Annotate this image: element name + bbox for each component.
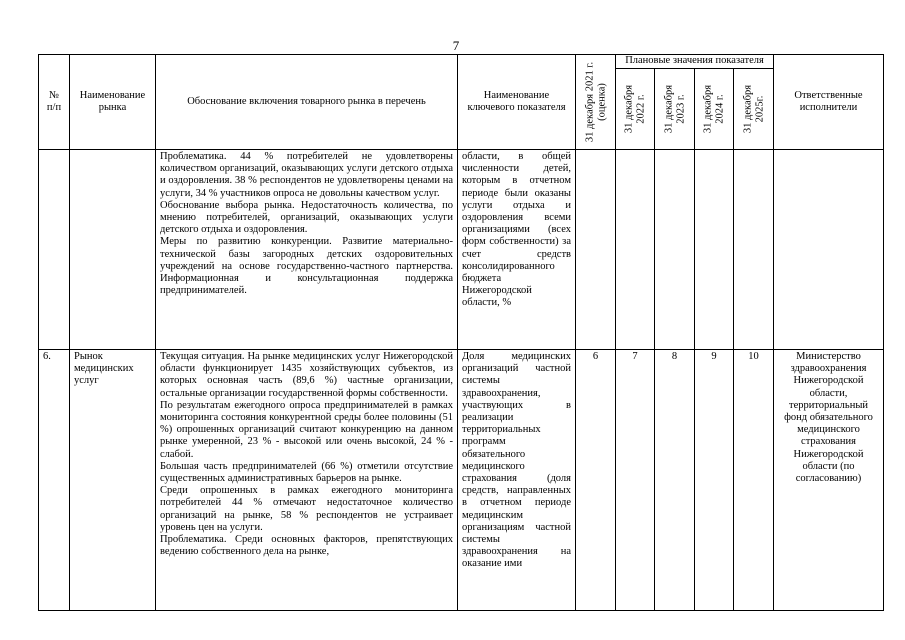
header-rationale: Обоснование включения товарного рынка в перечень: [156, 55, 458, 150]
row-num: 6.: [39, 350, 70, 611]
row-value-2021: 6: [576, 350, 616, 611]
row-market: [70, 150, 156, 350]
row-responsible: Министерство здравоохранения Нижегородской области, территориальный фонд обязательного медицинского страхования Нижегородской области (по согласованию): [774, 350, 884, 611]
header-dec-2024-text: 31 декабря 2024 г.: [702, 84, 725, 134]
header-num: № п/п: [39, 55, 70, 150]
header-dec-2021-text: 31 декабря 2021 г. (оценка): [584, 61, 607, 143]
row-indicator: области, в общей численности детей, которым в отчетном периоде были оказаны услуги отдыха и оздоровления всеми организациями (всех форм собственности) за счет средств консолидированного бюджета Нижегородской области, %: [458, 150, 576, 350]
header-dec-2023: [655, 69, 695, 150]
row-value-2025: [734, 150, 774, 350]
header-dec-2022-text: 31 декабря 2022 г.: [623, 84, 646, 134]
rationale-paragraph: По результатам ежегодного опроса предпринимателей в рамках мониторинга состояния конкурентной среды более половины (51 %) опрошенных организаций считают конкуренцию на данном рынке умеренной, 23 % - высокой или очень высокой, 24 % - слабой.: [160, 399, 453, 460]
header-dec-2022: [616, 69, 655, 150]
row-responsible: [774, 150, 884, 350]
row-value-2024: [695, 150, 734, 350]
row-value-2022: 7: [616, 350, 655, 611]
row-value-2023: [655, 150, 695, 350]
table-row: [39, 150, 884, 350]
row-value-2021: [576, 150, 616, 350]
row-num: [39, 150, 70, 350]
row-indicator: Доля медицинских организаций частной системы здравоохранения, участвующих в реализации территориальных программ обязательного медицинского страхования (доля средств, направленных в отчетном периоде медицинским организациям частной системы здравоохранения на оказание ими: [458, 350, 576, 611]
rationale-paragraph: Большая часть предпринимателей (66 %) отметили отсутствие существенных административных барьеров на рынке.: [160, 460, 453, 485]
rationale-paragraph: Текущая ситуация. На рынке медицинских услуг Нижегородской области функционирует 1435 хозяйствующих субъектов, из которых основная часть (89,6 %) частные организации, остальные организации государственной формы собственности.: [160, 351, 453, 399]
header-responsible: Ответственные исполнители: [774, 55, 884, 150]
row-market: Рынок медицинских услуг: [70, 350, 156, 611]
row-value-2025: 10: [734, 350, 774, 611]
rationale-paragraph: Среди опрошенных в рамках ежегодного мониторинга потребителей 44 % отмечают недостаточное количество организаций на рынке, 58 % респондентов не устраивает уровень цен на услуги.: [160, 485, 453, 533]
rationale-paragraph: Проблематика. 44 % потребителей не удовлетворены количеством организаций, оказывающих услуги детского отдыха и оздоровления. 38 % респондентов не удовлетворены ценами на услуги, 34 % участников опроса не довольны качеством услуг.: [160, 151, 453, 199]
header-key-indicator: Наименование ключевого показателя: [458, 55, 576, 150]
header-dec-2025-text: 31 декабря 2025г.: [742, 84, 765, 134]
page-number: 7: [452, 38, 460, 53]
header-market-name: Наименование рынка: [70, 55, 156, 150]
header-dec-2025: [734, 69, 774, 150]
rationale-paragraph: Обоснование выбора рынка. Недостаточность количества, по мнению потребителей, организаций, оказывающих услуги детского отдыха и оздоровления.: [160, 199, 453, 236]
row-rationale: [156, 350, 458, 611]
rationale-paragraph: Меры по развитию конкуренции. Развитие материально-технической базы загородных детских оздоровительных учреждений на основе государственно-частного партнерства. Информационная и консультационная поддержка предпринимателей.: [160, 236, 453, 297]
row-value-2024: 9: [695, 350, 734, 611]
row-rationale: [156, 150, 458, 350]
competition-markets-table: [38, 54, 884, 611]
rationale-paragraph: Проблематика. Среди основных факторов, препятствующих ведению собственного дела на рынке,: [160, 534, 453, 558]
row-value-2022: [616, 150, 655, 350]
header-planned-values: Плановые значения показателя: [616, 55, 774, 69]
header-dec-2024: [695, 69, 734, 150]
table-row: [39, 350, 884, 611]
header-dec-2021: [576, 55, 616, 150]
header-dec-2023-text: 31 декабря 2023 г.: [663, 84, 686, 134]
row-value-2023: 8: [655, 350, 695, 611]
